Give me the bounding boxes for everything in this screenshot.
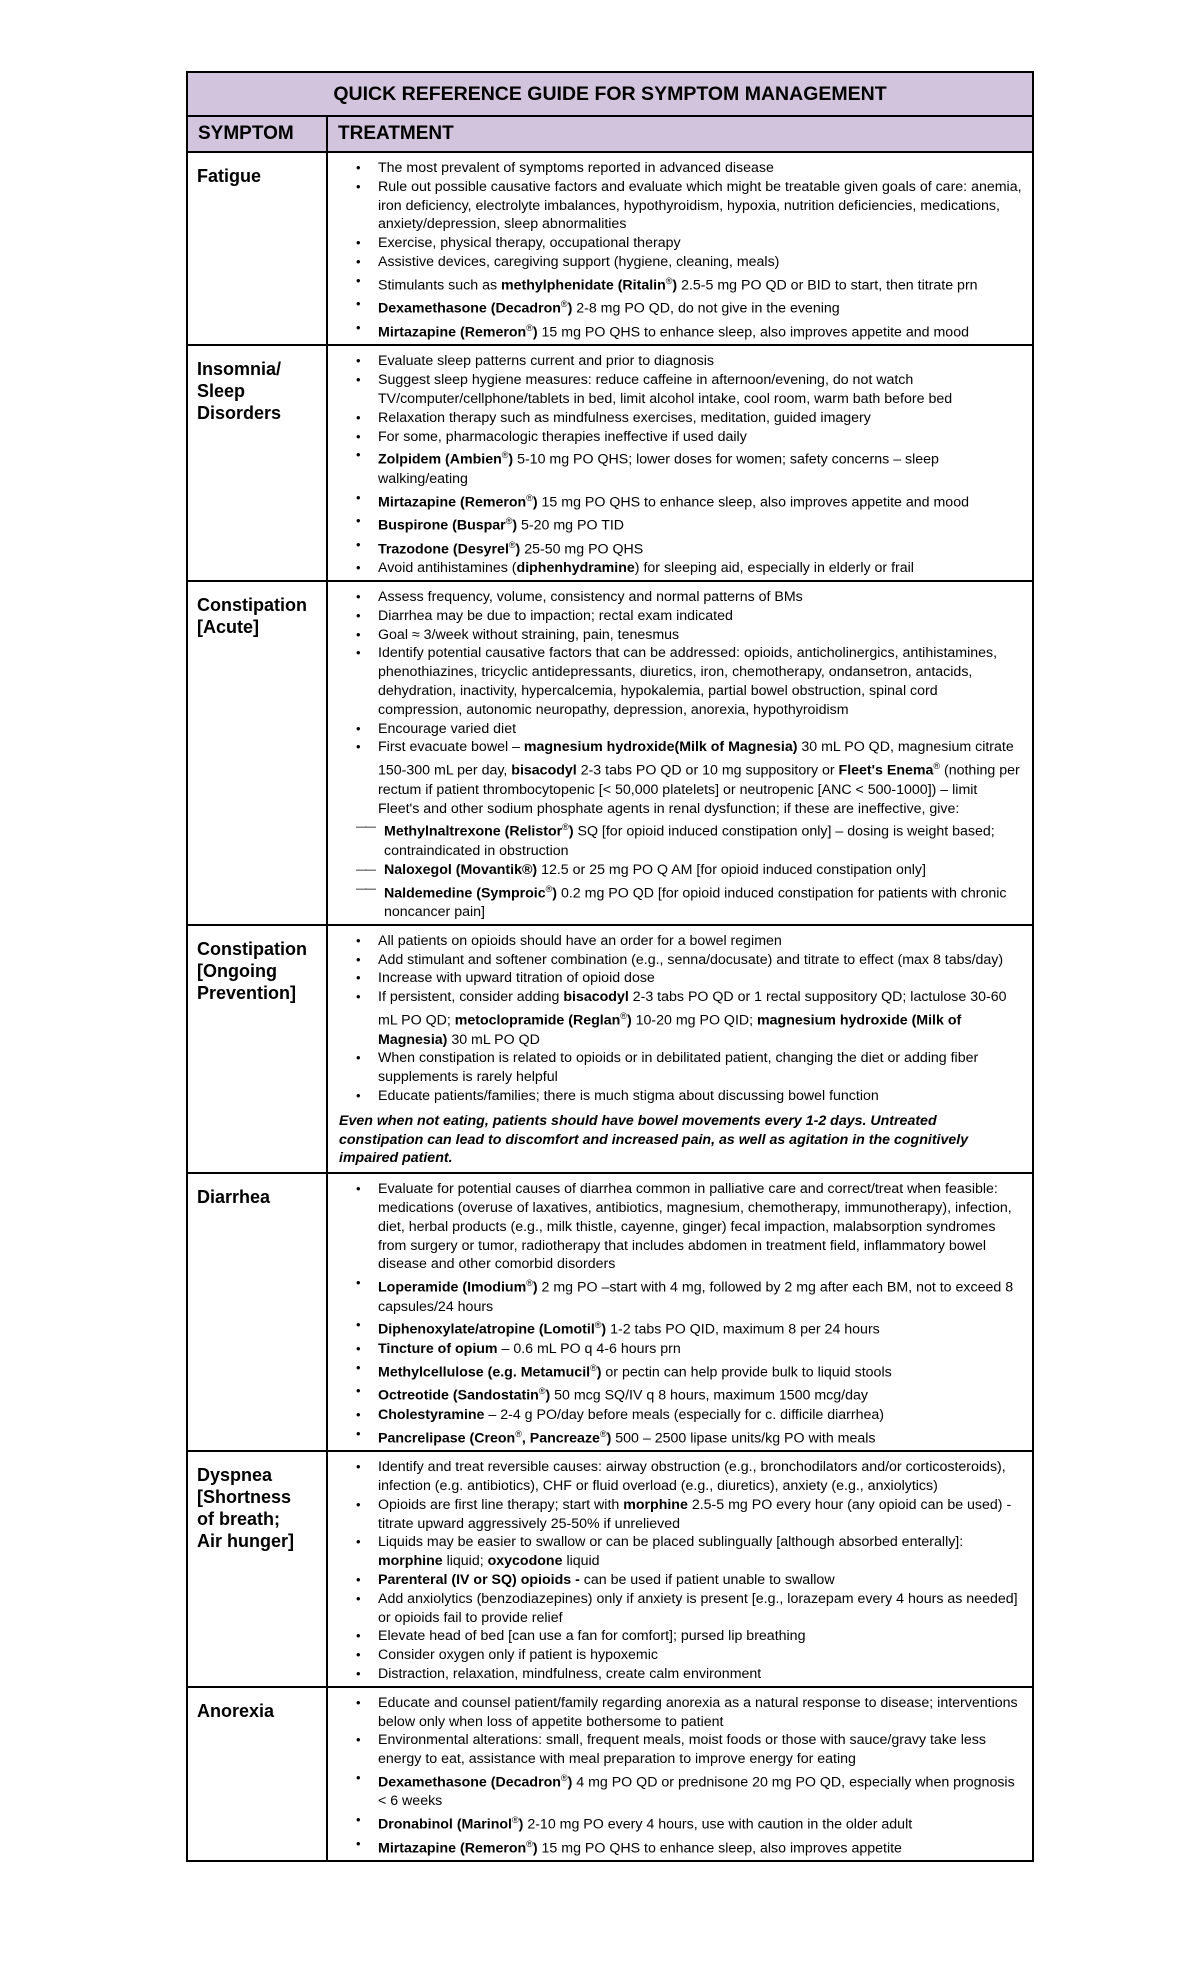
treatment-text: Exercise, physical therapy, occupational therapy (378, 235, 681, 252)
drug-name: Mirtazapine (Remeron (378, 494, 527, 511)
registered-mark: ® (590, 1362, 597, 1373)
symptom-name: Anorexia (187, 1687, 327, 1862)
treatment-text: 50 mcg SQ/IV q 8 hours, maximum 1500 mcg/day (550, 1388, 868, 1405)
registered-mark: ® (526, 322, 533, 333)
drug-name: magnesium hydroxide (Milk of Magnesia) (378, 1012, 962, 1048)
drug-name: morphine (378, 1553, 443, 1570)
treatment-text: 30 mL PO QD (447, 1031, 540, 1048)
treatment-text: The most prevalent of symptoms reported in advanced disease (378, 160, 774, 176)
treatment-text: Consider oxygen only if patient is hypoxemic (378, 1647, 658, 1664)
treatment-item (356, 1087, 1022, 1106)
drug-name: ) (508, 452, 514, 469)
treatment-cell (327, 1173, 1033, 1451)
drug-name: Dexamethasone (Decadron (378, 1774, 561, 1791)
treatment-item (356, 988, 1022, 1049)
drug-name: Fleet's Enema (838, 762, 934, 779)
symptom-name: Constipation [Ongoing Prevention] (187, 925, 327, 1173)
treatment-text: Avoid antihistamines ( (378, 560, 517, 577)
treatment-item (356, 272, 1022, 296)
symptom-row (187, 1687, 1033, 1862)
drug-name: Buspirone (Buspar (378, 517, 506, 534)
treatment-item (356, 738, 1022, 818)
treatment-item (356, 1458, 1022, 1496)
registered-mark: ® (599, 1428, 607, 1439)
symptom-name: Dyspnea [Shortness of breath; Air hunger] (187, 1451, 327, 1687)
treatment-item (356, 1425, 1022, 1449)
treatment-text: 15 mg PO QHS to enhance sleep, also improves appetite (537, 1840, 902, 1857)
treatment-text: Identify and treat reversible causes: airway obstruction (e.g., bronchodilators and/or corticosteroids), infection (e.g. antibiotics), CHF or fluid overload (e.g., diuretics), anxiety (e.g., anxiolytics) (378, 1459, 1006, 1494)
treatment-text: liquid; (442, 1553, 488, 1570)
treatment-text: For some, pharmacologic therapies ineffective if used daily (378, 428, 747, 445)
treatment-text: 2.5-5 mg PO every hour (any opioid can be used) - titrate upward aggressively 25-50% if unrelieved (378, 1496, 1012, 1532)
treatment-item (356, 1769, 1022, 1811)
treatment-text: – 0.6 mL PO q 4-6 hours prn (497, 1340, 681, 1357)
symptom-row (187, 581, 1033, 925)
treatment-item (356, 607, 1022, 626)
drug-name: ) (606, 1430, 612, 1447)
drug-name: ) (512, 517, 518, 534)
drug-name: ) (552, 885, 558, 902)
symptom-name: Insomnia/ Sleep Disorders (187, 345, 327, 581)
treatment-text: 10-20 mg PO QID; (631, 1012, 758, 1029)
drug-name: ) (515, 541, 521, 558)
drug-name: , Pancreaze (521, 1430, 600, 1447)
symptom-name: Diarrhea (187, 1173, 327, 1451)
registered-mark: ® (560, 299, 568, 310)
treatment-item (356, 1049, 1022, 1087)
treatment-item (356, 1627, 1022, 1646)
treatment-text: Educate and counsel patient/family regarding anorexia as a natural response to disease; interventions below only when loss of appetite bothersome to patient (378, 1694, 1018, 1730)
treatment-list (328, 926, 1032, 1108)
treatment-text: Add stimulant and softener combination (e.g., senna/docusate) and titrate to effect (max 8 tabs/day) (378, 951, 1004, 968)
treatment-item (356, 1406, 1022, 1425)
treatment-cell (327, 581, 1033, 925)
treatment-text: (nothing per rectum if patient thrombocytopenic [< 50,000 platelets] or neutropenic [ANC < 500-1000]) – limit Fleet's and other sodium phosphate agents in renal dysfunction; if these are ineffective, give: (378, 762, 1020, 817)
drug-name: magnesium hydroxide(Milk of Magnesia) (523, 739, 798, 756)
drug-name: ) (532, 494, 538, 511)
treatment-item (356, 178, 1022, 234)
registered-mark: ® (505, 516, 513, 527)
drug-name: Pancrelipase (Creon (378, 1430, 516, 1447)
treatment-item (356, 428, 1022, 447)
treatment-text: 2-3 tabs PO QD or 1 rectal suppository QD; lactulose 30-60 mL PO QD; (378, 989, 1007, 1029)
treatment-text: Suggest sleep hygiene measures: reduce caffeine in afternoon/evening, do not watch TV/computer/cellphone/tablets in bed, limit alcohol intake, cool room, warm bath before bed (378, 372, 953, 407)
symptom-row (187, 925, 1033, 1173)
treatment-list (328, 1452, 1032, 1686)
treatment-text: When constipation is related to opioids or in debilitated patient, changing the diet or adding fiber supplements is rarely helpful (378, 1050, 979, 1086)
treatment-text: Identify potential causative factors that can be addressed: opioids, anticholinergics, antihistamines, phenothiazines, tricyclic antidepressants, diuretics, iron, chemotherapy, ondansetron, antacids, dehydration, inactivity, hypercalcemia, hypokalemia, partial bowel obstruction, spinal cord compression, autonomic neuropathy, depression, anorexia, hypothyroidism (378, 645, 998, 718)
drug-name: Methylnaltrexone (Relistor (384, 824, 563, 841)
treatment-text: 25-50 mg PO QHS (520, 541, 644, 558)
drug-name: ) (545, 1388, 551, 1405)
treatment-item (356, 1731, 1022, 1769)
treatment-text: – 2-4 g PO/day before meals (especially for c. difficile diarrhea) (484, 1406, 884, 1423)
registered-mark: ® (515, 1428, 522, 1439)
drug-name: Mirtazapine (Remeron (378, 324, 527, 341)
drug-name: Tincture of opium (378, 1340, 498, 1357)
drug-name: Naldemedine (Symproic (384, 885, 546, 902)
treatment-text: liquid (562, 1553, 600, 1570)
registered-mark: ® (512, 1815, 519, 1826)
drug-name: diphenhydramine (516, 560, 635, 577)
registered-mark: ® (526, 492, 533, 503)
registered-mark: ® (545, 883, 553, 894)
treatment-cell (327, 345, 1033, 581)
treatment-text: Assess frequency, volume, consistency and normal patterns of BMs (378, 589, 803, 606)
treatment-item (356, 536, 1022, 560)
treatment-item (356, 446, 1022, 488)
treatment-text: 2-8 mg PO QD, do not give in the evening (572, 301, 840, 318)
drug-name: ) (532, 1279, 538, 1296)
treatment-text: First evacuate bowel – (378, 739, 524, 756)
treatment-text: 0.2 mg PO QD [for opioid induced constipation for patients with chronic noncancer pain] (384, 885, 1007, 921)
registered-mark: ® (526, 1278, 533, 1289)
treatment-item (356, 409, 1022, 428)
treatment-text: 12.5 or 25 mg PO Q AM [for opioid induced constipation only] (537, 861, 926, 878)
treatment-item (356, 1382, 1022, 1406)
drug-name: Cholestyramine (378, 1406, 485, 1423)
treatment-text: ) for sleeping aid, especially in elderly or frail (634, 560, 914, 577)
treatment-list (328, 1174, 1032, 1450)
treatment-item (356, 720, 1022, 739)
treatment-list (328, 346, 1032, 580)
drug-name: Dronabinol (Marinol (378, 1816, 512, 1833)
treatment-cell (327, 1451, 1033, 1687)
drug-name: ) (567, 1774, 573, 1791)
treatment-text: All patients on opioids should have an order for a bowel regimen (378, 932, 782, 949)
drug-name: methylphenidate (Ritalin (501, 277, 666, 294)
treatment-item (356, 1496, 1022, 1534)
treatment-text: Evaluate for potential causes of diarrhea common in palliative care and correct/treat when feasible: medications (overuse of laxatives, antibiotics, magnesium, chemotherapy, immunotherapy), infection, diet, herbal products (e.g., milk thistle, cayenne, ginger) fecal impaction, malabsorption syndromes from surgery or tumor, radiotherapy that includes abdomen in treatment field, inflammatory bowel disease and other comorbid disorders (378, 1181, 1012, 1273)
drug-name: ) (567, 301, 573, 318)
treatment-text: Assistive devices, caregiving support (hygiene, cleaning, meals) (378, 253, 780, 270)
drug-name: ) (532, 324, 538, 341)
treatment-list (328, 153, 1032, 344)
treatment-text: Relaxation therapy such as mindfulness exercises, meditation, guided imagery (378, 409, 871, 426)
treatment-text: Elevate head of bed [can use a fan for comfort]; pursed lip breathing (378, 1628, 806, 1645)
treatment-item (356, 1590, 1022, 1628)
drug-name: oxycodone (487, 1553, 563, 1570)
guide-title: QUICK REFERENCE GUIDE FOR SYMPTOM MANAGEMENT (187, 72, 1033, 116)
treatment-item (356, 1274, 1022, 1316)
treatment-text: Opioids are first line therapy; start with (378, 1496, 624, 1513)
symptom-row (187, 1173, 1033, 1451)
treatment-item (356, 969, 1022, 988)
treatment-item (356, 1340, 1022, 1359)
sub-treatment-item (356, 861, 1022, 880)
treatment-item (356, 1665, 1022, 1684)
treatment-item (356, 951, 1022, 970)
treatment-text: 2.5-5 mg PO QD or BID to start, then titrate prn (677, 277, 978, 294)
treatment-item (356, 932, 1022, 951)
treatment-text: 2-10 mg PO every 4 hours, use with caution in the older adult (523, 1816, 913, 1833)
treatment-text: Increase with upward titration of opioid dose (378, 970, 655, 987)
treatment-text: Diarrhea may be due to impaction; rectal exam indicated (378, 607, 733, 624)
treatment-text: 2 mg PO –start with 4 mg, followed by 2 mg after each BM, not to exceed 8 capsules/24 hours (378, 1279, 1014, 1315)
drug-name: metoclopramide (Reglan (454, 1012, 621, 1029)
drug-name: Loperamide (Imodium (378, 1279, 527, 1296)
sub-treatment-item (356, 880, 1022, 922)
treatment-text: 5-10 mg PO QHS; lower doses for women; safety concerns – sleep walking/eating (378, 452, 939, 487)
drug-name: Zolpidem (Ambien (378, 452, 502, 469)
treatment-item (356, 1835, 1022, 1859)
treatment-item (356, 371, 1022, 409)
treatment-item (356, 253, 1022, 272)
treatment-text: 500 – 2500 lipase units/kg PO with meals (611, 1430, 876, 1447)
treatment-text: Distraction, relaxation, mindfulness, create calm environment (378, 1665, 762, 1682)
sub-treatment-item (356, 818, 1022, 860)
symptom-name: Constipation [Acute] (187, 581, 327, 925)
treatment-text: Rule out possible causative factors and evaluate which might be treatable given goals of care: anemia, iron deficiency, electrolyte imbalances, hypothyroidism, hypoxia, nutrition deficiencies, medications, anxiety/depression, sleep abnormalities (378, 178, 1022, 233)
drug-name: ) (672, 277, 678, 294)
treatment-item (356, 295, 1022, 319)
treatment-item (356, 644, 1022, 719)
treatment-item (356, 1316, 1022, 1340)
treatment-item (356, 319, 1022, 343)
symptom-name: Fatigue (187, 152, 327, 345)
drug-name: Trazodone (Desyrel (378, 541, 509, 558)
treatment-text: 15 mg PO QHS to enhance sleep, also improves appetite and mood (537, 324, 969, 341)
treatment-text: Educate patients/families; there is much stigma about discussing bowel function (378, 1087, 879, 1104)
registered-mark: ® (562, 822, 569, 833)
treatment-text: 2-3 tabs PO QD or 10 mg suppository or (576, 762, 839, 779)
treatment-item (356, 489, 1022, 513)
drug-name: bisacodyl (511, 762, 577, 779)
treatment-item (356, 159, 1022, 178)
registered-mark: ® (501, 450, 509, 461)
registered-mark: ® (508, 539, 516, 550)
drug-name: ) (518, 1816, 524, 1833)
treatment-text: or pectin can help provide bulk to liquid stools (601, 1364, 892, 1381)
treatment-item (356, 559, 1022, 578)
symptom-column-header: SYMPTOM (187, 116, 327, 152)
guide-body (187, 152, 1033, 1861)
treatment-item (356, 1533, 1022, 1571)
drug-name: Diphenoxylate/atropine (Lomotil (378, 1322, 595, 1339)
drug-name: Octreotide (Sandostatin (378, 1388, 539, 1405)
treatment-text: Add anxiolytics (benzodiazepines) only if anxiety is present [e.g., lorazepam every 4 hours as needed] or opioids fail to provide relief (378, 1590, 1018, 1626)
symptom-row (187, 345, 1033, 581)
treatment-text: can be used if patient unable to swallow (579, 1571, 835, 1588)
treatment-item (356, 1571, 1022, 1590)
registered-mark: ® (620, 1011, 627, 1022)
drug-name: Parenteral (IV or SQ) opioids - (378, 1571, 580, 1588)
registered-mark: ® (665, 275, 673, 286)
treatment-item (356, 234, 1022, 253)
treatment-cell (327, 925, 1033, 1173)
treatment-item (356, 352, 1022, 371)
symptom-row (187, 152, 1033, 345)
treatment-list (328, 582, 1032, 924)
drug-name: bisacodyl (563, 989, 629, 1006)
treatment-item (356, 1359, 1022, 1383)
treatment-text: Stimulants such as (378, 277, 502, 294)
treatment-item (356, 1694, 1022, 1732)
drug-name: Dexamethasone (Decadron (378, 301, 561, 318)
treatment-item (356, 1180, 1022, 1274)
treatment-text: 5-20 mg PO TID (517, 517, 625, 534)
treatment-item (356, 512, 1022, 536)
drug-name: Methylcellulose (e.g. Metamucil (378, 1364, 591, 1381)
drug-name: ) (596, 1364, 602, 1381)
registered-mark: ® (538, 1386, 546, 1397)
treatment-list (328, 1688, 1032, 1861)
treatment-text: If persistent, consider adding (378, 989, 564, 1006)
symptom-row (187, 1451, 1033, 1687)
registered-mark: ® (594, 1320, 602, 1331)
drug-name: morphine (623, 1496, 688, 1513)
treatment-item (356, 588, 1022, 607)
treatment-cell (327, 152, 1033, 345)
treatment-text: 15 mg PO QHS to enhance sleep, also improves appetite and mood (537, 494, 969, 511)
drug-name: Naloxegol (Movantik®) (384, 861, 538, 878)
drug-name: ) (601, 1322, 607, 1339)
registered-mark: ® (526, 1838, 533, 1849)
treatment-note: Even when not eating, patients should have bowel movements every 1-2 days. Untreated constipation can lead to discomfort and increased pain, as well as agitation in the cognitively impaired patient. (339, 1112, 969, 1167)
treatment-text: Liquids may be easier to swallow or can be placed sublingually [although absorbed enterally]: (378, 1534, 964, 1551)
treatment-text: SQ [for opioid induced constipation only] – dosing is weight based; contraindicated in obstruction (384, 824, 995, 859)
treatment-column-header: TREATMENT (327, 116, 1033, 152)
treatment-text: 4 mg PO QD or prednisone 20 mg PO QD, especially when prognosis < 6 weeks (378, 1774, 1015, 1810)
treatment-item (356, 1811, 1022, 1835)
treatment-text: 1-2 tabs PO QID, maximum 8 per 24 hours (606, 1322, 880, 1339)
treatment-item (356, 626, 1022, 645)
drug-name: ) (568, 824, 574, 841)
treatment-text: 30 mL PO QD, magnesium citrate 150-300 mL per day, (378, 739, 1014, 779)
drug-name: Mirtazapine (Remeron (378, 1840, 527, 1857)
treatment-text: Evaluate sleep patterns current and prior to diagnosis (378, 353, 714, 370)
treatment-cell (327, 1687, 1033, 1862)
treatment-text: Environmental alterations: small, frequent meals, moist foods or those with sauce/gravy take less energy to eat, assistance with meal preparation to improve energy for eating (378, 1732, 986, 1768)
symptom-guide-table (186, 71, 1034, 1862)
treatment-text: Goal ≈ 3/week without straining, pain, tenesmus (378, 626, 680, 643)
drug-name: ) (532, 1840, 538, 1857)
registered-mark: ® (933, 761, 941, 772)
treatment-text: Encourage varied diet (378, 720, 517, 737)
treatment-item (356, 1646, 1022, 1665)
registered-mark: ® (560, 1772, 568, 1783)
drug-name: ) (626, 1012, 632, 1029)
